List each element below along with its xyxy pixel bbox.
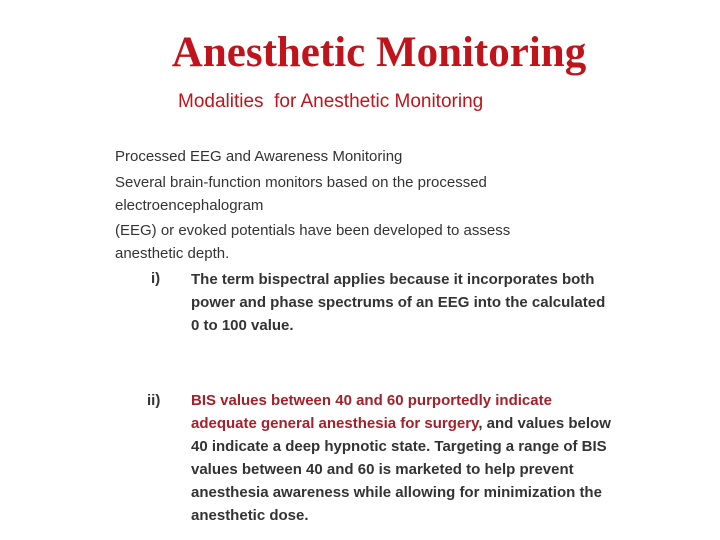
highlighted-text: BIS values between 40 and 60 purportedly indicate adequate general anesthesia for surgery xyxy=(191,392,552,432)
section-heading: Processed EEG and Awareness Monitoring xyxy=(115,148,403,165)
list-item-number: ii) xyxy=(147,392,161,409)
intro-line: (EEG) or evoked potentials have been developed to assess xyxy=(115,222,511,239)
intro-line: electroencephalogram xyxy=(115,197,264,214)
list-item-number: i) xyxy=(151,270,161,287)
slide-title: Anesthetic Monitoring xyxy=(171,29,587,76)
slide-subtitle: Modalities for Anesthetic Monitoring xyxy=(178,91,484,112)
list-item-text: The term bispectral applies because it incorporates both power and phase spectrums of an EEG into the calculated 0 to 100 value. xyxy=(191,271,606,334)
item-text-rest: , and values below 40 indicate a deep hypnotic state. Targeting a range of BIS values between 40 and 60 is marketed to help prevent anesthesia awareness while allowing for minimization the anesthetic dose. xyxy=(191,415,611,524)
intro-line: Several brain-function monitors based on the processed xyxy=(115,174,487,191)
list-item-text xyxy=(191,389,611,527)
intro-line: anesthetic depth. xyxy=(115,245,230,262)
